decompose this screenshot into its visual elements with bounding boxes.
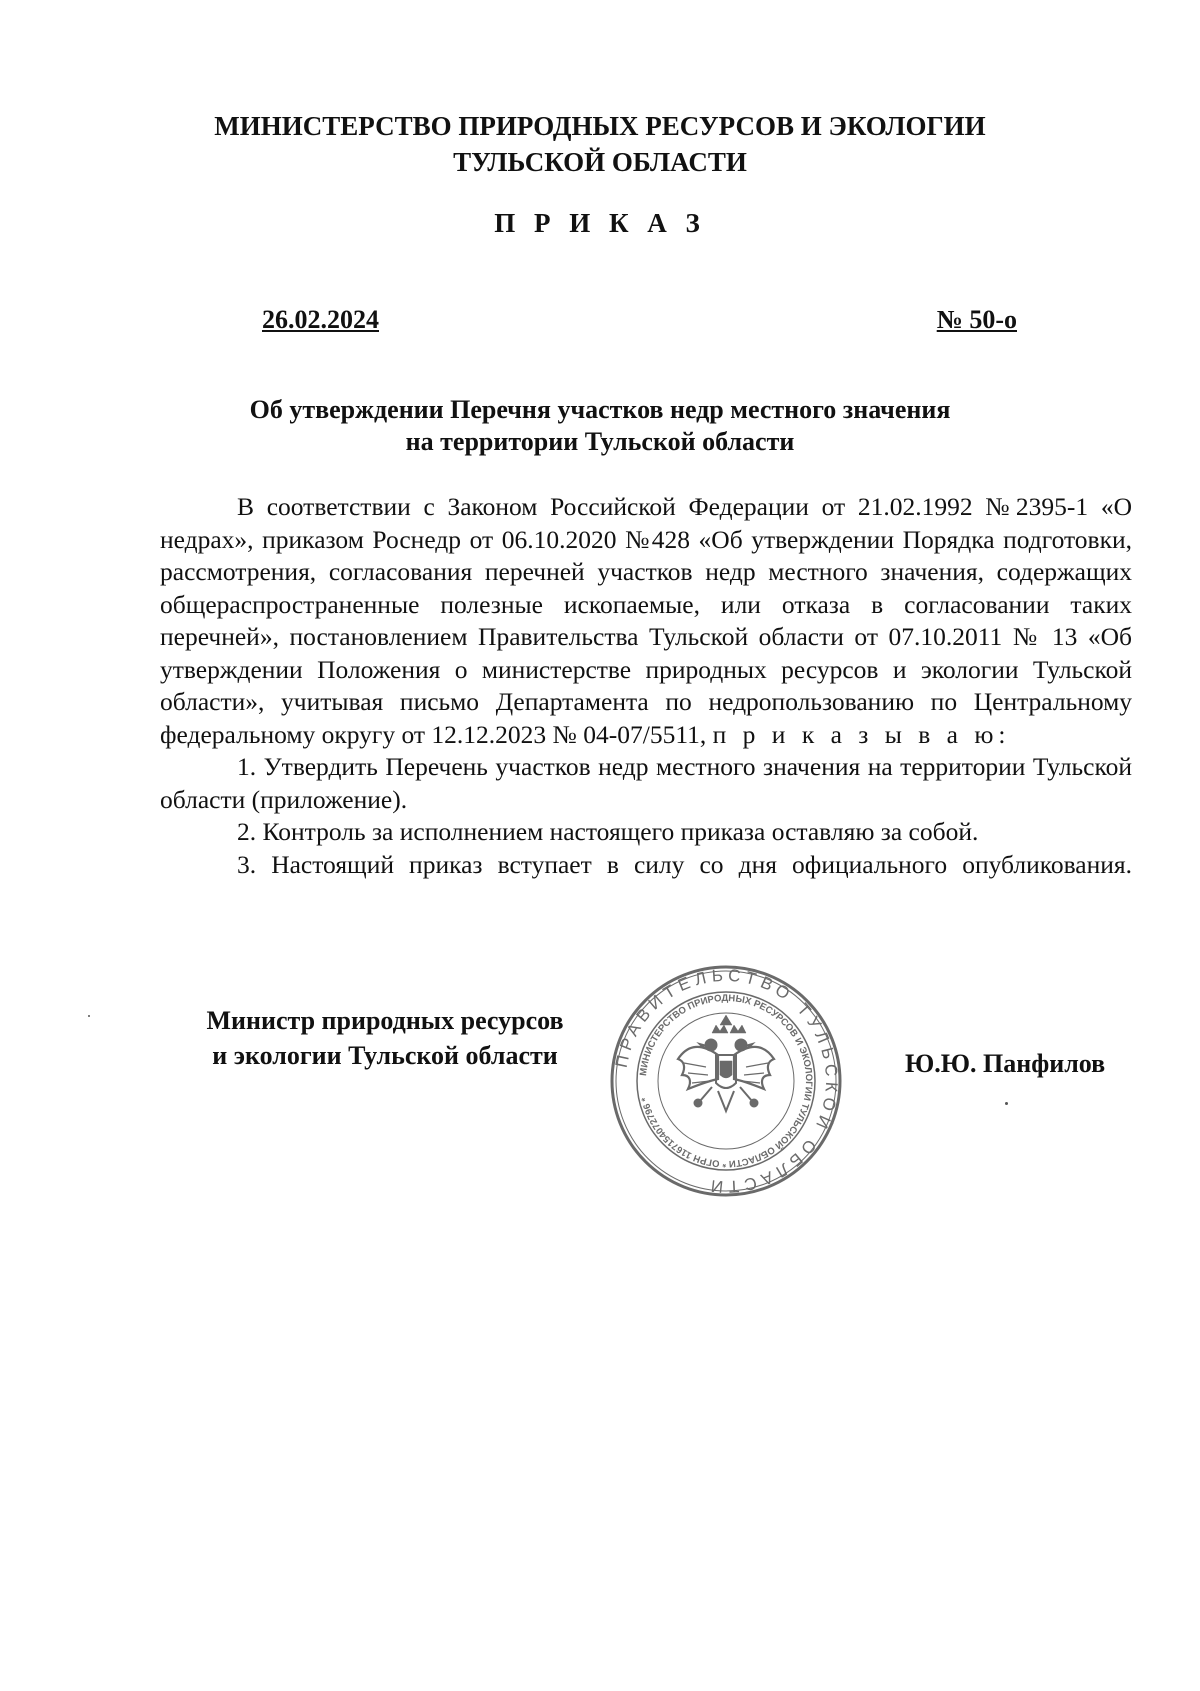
seal-inner-ring [658,1013,794,1149]
signer-name: Ю.Ю. Панфилов [905,1049,1106,1078]
preamble-text: В соответствии с Законом Российской Федерации от 21.02.1992 №2395-1 «О недрах», приказом Роснедр от 06.10.2020 №428 «Об утверждении Порядка подготовки, рассмотрения, согласования перечней участков недр местного значения, содержащих общераспространенные полезные ископаемые, или отказа в согласовании таких перечней», постановлением Правительства Тульской области от 07.10.2011 № 13 «Об утверждении Положения о министерстве природных ресурсов и экологии Тульской области», учитывая письмо Департамента по недропользованию по Центральному федеральному округу от 12.12.2023 № 04-07/5511, [160,492,1132,749]
signer-title-line1: Министр природных ресурсов [206,1006,564,1035]
order-item-1: 1. Утвердить Перечень участков недр местного значения на территории Тульской области (приложение). [160,752,1132,814]
document-type-title: П Р И К А З [494,208,706,238]
seal-inner-text: МИНИСТЕРСТВО ПРИРОДНЫХ РЕСУРСОВ И ЭКОЛОГИИ ТУЛЬСКОЙ ОБЛАСТИ * ОГРН 1167154072796 * [638,992,815,1170]
scan-speck [88,1015,90,1017]
signer-title-line2: и экологии Тульской области [212,1041,558,1070]
order-word: п р и к а з ы в а ю: [712,719,1011,749]
subject-line1: Об утверждении Перечня участков недр местного значения [249,395,951,424]
scan-speck [1005,1102,1008,1105]
organization-name-line1: МИНИСТЕРСТВО ПРИРОДНЫХ РЕСУРСОВ И ЭКОЛОГИИ [214,111,986,141]
double-headed-eagle-emblem [678,1015,774,1111]
document-body [160,491,1132,881]
document-number: № 50-о [936,305,1017,334]
seal-outer-text: ПРАВИТЕЛЬСТВО ТУЛЬСКОЙ ОБЛАСТИ [611,965,842,1197]
document-date: 26.02.2024 [262,305,379,334]
organization-name-line2: ТУЛЬСКОЙ ОБЛАСТИ [453,147,747,177]
order-item-3: 3. Настоящий приказ вступает в силу со дня официального опубликования. [237,849,1132,879]
order-item-3-first-part [160,849,1132,882]
signer-title [180,1003,590,1073]
organization-header [0,108,1200,180]
preamble-paragraph [160,491,1132,751]
document-subject [0,394,1200,458]
official-seal-stamp [608,963,844,1199]
subject-line2: на территории Тульской области [405,427,795,456]
order-item-2: 2. Контроль за исполнением настоящего приказа оставляю за собой. [237,817,979,846]
